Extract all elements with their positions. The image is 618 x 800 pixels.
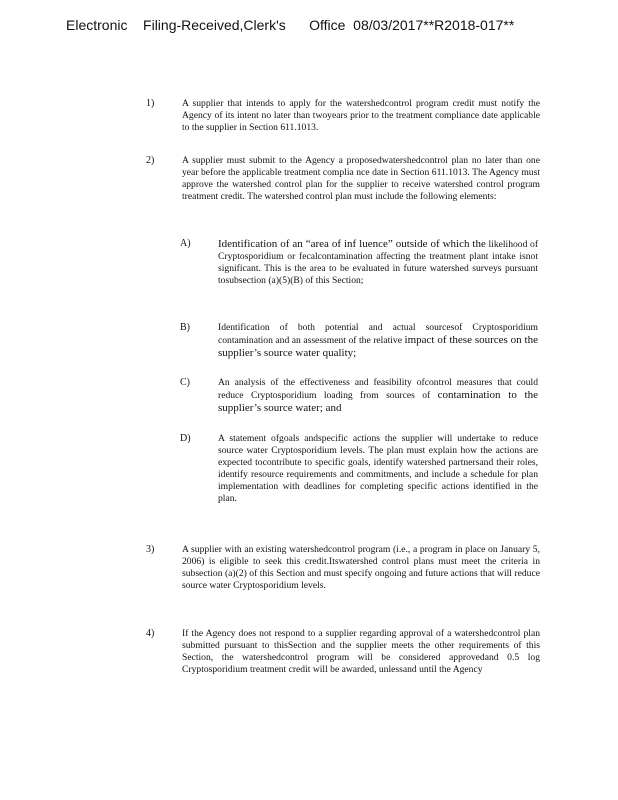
item-number: 1) [146, 98, 155, 109]
subitem-body: An analysis of the effectiveness and feasibility ofcontrol measures that could reduce Cryptosporidium loading from sources of [218, 377, 538, 401]
subitem-text [218, 322, 538, 360]
item-text: If the Agency does not respond to a supplier regarding approval of a watershedcontrol plan submitted pursuant to thisSection and the supplier meets the other requirements of this Section, the watershedcontrol program will be considered approvedand 0.5 log Cryptosporidium treatment credit will be awarded, unlessand until the Agency [182, 628, 540, 675]
subitem-number: B) [180, 322, 190, 333]
subitem-text [218, 238, 538, 287]
item-text: A supplier must submit to the Agency a proposedwatershedcontrol plan no later than one year before the applicable treatment complia nce date in Section 611.1013. The Agency must approve the watershed control plan for the supplier to receive watershed control program treatment credit. The watershed control plan must include the following elements: [182, 155, 540, 202]
subitem-text [218, 377, 538, 415]
filing-header: Electronic Filing-Received,Clerk's Office 08/03/2017**R2018-017** [66, 17, 515, 33]
subitem-number: D) [180, 433, 191, 444]
item-number: 3) [146, 544, 155, 555]
subitem-body: likelihood of Cryptosporidium or fecalcontamination affecting the treatment plant intake isnot significant. This is the area to be evaluated in future watershed surveys pursuant tosubsection (a)(5)(B) of this Section; [218, 239, 539, 286]
subitem-number: A) [180, 238, 191, 249]
item-text: A supplier that intends to apply for the watershedcontrol program credit must notify the Agency of its intent no later than twoyears prior to the treatment compliance date applicable to the supplier in Section 611.1013. [182, 98, 540, 133]
item-number: 4) [146, 628, 155, 639]
subitem-body: Identification of both potential and actual sourcesof Cryptosporidium contamination and an assessment of the relative [218, 322, 538, 346]
subitem-lead: Identification of an “area of inf luence” outside of which the [218, 238, 486, 250]
item-text: A supplier with an existing watershedcontrol program (i.e., a program in place on January 5, 2006) is eligible to seek this credit.Itswatershed control plans must meet the criteria in subsection (a)(2) of this Section and must specify ongoing and future actions that will reduce source water Cryptosporidium levels. [182, 544, 540, 591]
subitem-text: A statement ofgoals andspecific actions the supplier will undertake to reduce source water Cryptosporidium levels. The plan must explain how the actions are expected tocontribute to specific goals, identify watershed partnersand their roles, identify resource requirements and commitments, and include a schedule for plan implementation with deadlines for completing specific actions identified in the plan. [218, 433, 538, 504]
subitem-number: C) [180, 377, 190, 388]
subitem-tail: impact of these sources on the supplier’s source water quality; [218, 334, 538, 359]
subitem-tail: contamination to the supplier’s source water; and [218, 389, 538, 414]
item-number: 2) [146, 155, 155, 166]
